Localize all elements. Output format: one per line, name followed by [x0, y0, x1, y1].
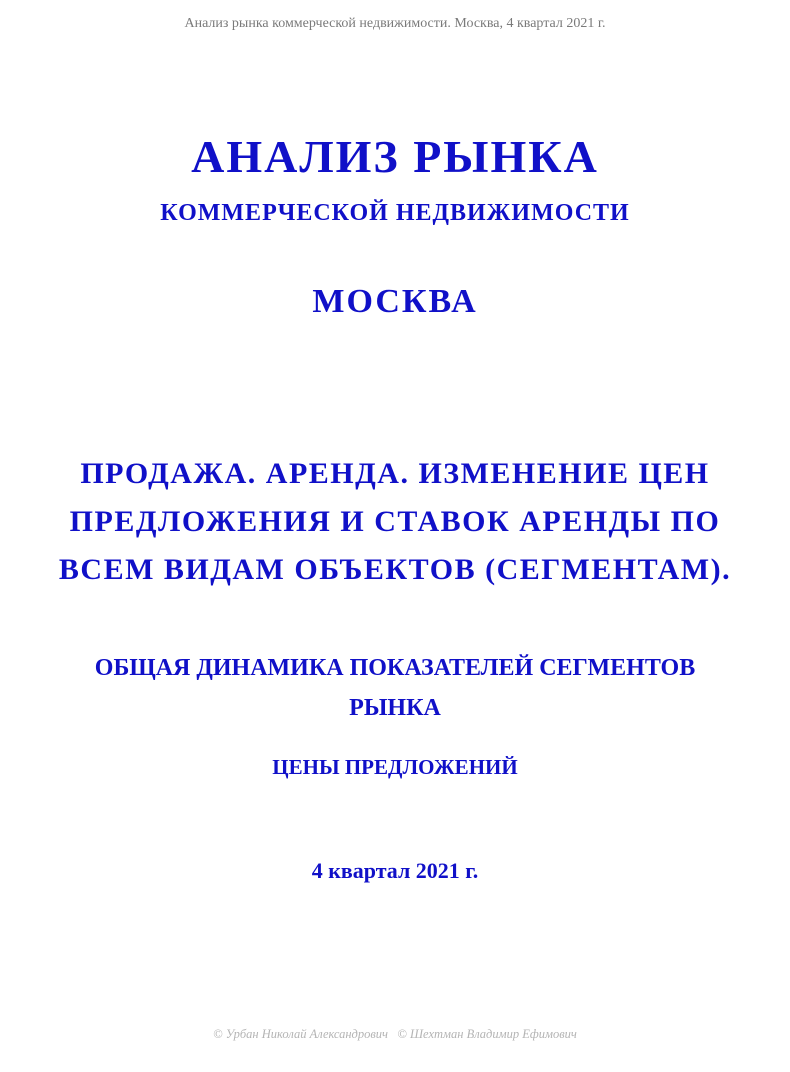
subsection-title-line: РЫНКА — [349, 695, 441, 721]
copyright-footer: © Урбан Николай Александрович © Шехтман Владимир Ефимович — [213, 1027, 577, 1041]
cover-title: АНАЛИЗ РЫНКА — [191, 131, 599, 182]
prices-label: ЦЕНЫ ПРЕДЛОЖЕНИЙ — [272, 755, 518, 779]
cover-subtitle: КОММЕРЧЕСКОЙ НЕДВИЖИМОСТИ — [160, 200, 630, 226]
section-title-line: ВСЕМ ВИДАМ ОБЪЕКТОВ (СЕГМЕНТАМ). — [58, 553, 732, 586]
running-header: Анализ рынка коммерческой недвижимости. Москва, 4 квартал 2021 г. — [184, 16, 606, 31]
section-title-line: ПРЕДЛОЖЕНИЯ И СТАВОК АРЕНДЫ ПО — [69, 505, 721, 538]
cover-city: МОСКВА — [312, 283, 478, 320]
section-title-line: ПРОДАЖА. АРЕНДА. ИЗМЕНЕНИЕ ЦЕН — [80, 457, 710, 490]
subsection-title-line: ОБЩАЯ ДИНАМИКА ПОКАЗАТЕЛЕЙ СЕГМЕНТОВ — [94, 655, 696, 681]
report-period: 4 квартал 2021 г. — [311, 858, 479, 883]
section-title — [0, 450, 790, 594]
subsection-title — [0, 648, 790, 728]
